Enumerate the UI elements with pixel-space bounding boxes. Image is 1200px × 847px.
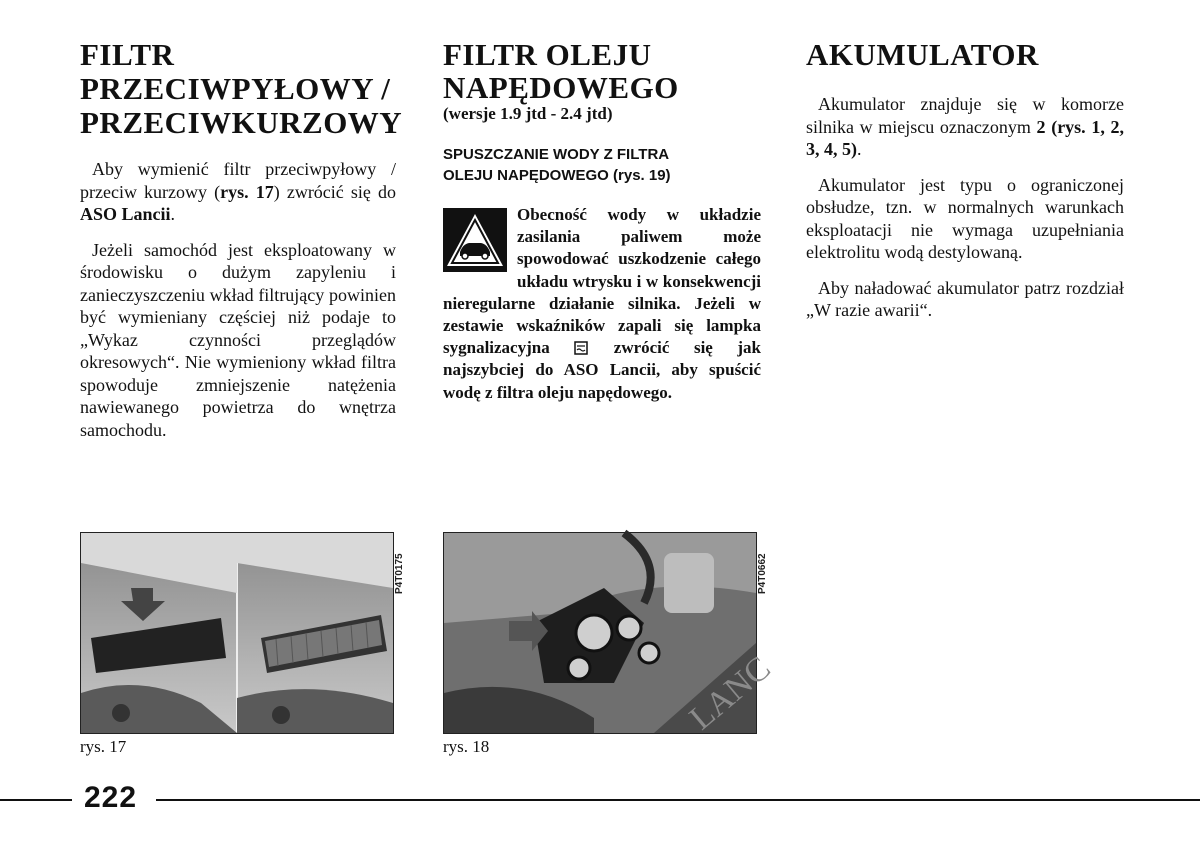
text: . [857, 139, 862, 159]
section-cabin-filter [80, 37, 403, 441]
fuel-water-lamp-icon [574, 341, 589, 355]
text: ) zwrócić się do [273, 181, 396, 202]
figure-code: P4T0662 [757, 553, 768, 594]
paragraph [806, 93, 1124, 161]
text: Akumulator znajduje się w komorze silnika w miejscu oznaczonym [806, 94, 1124, 137]
text: Obecność wody w układzie zasilania paliwem może spowodować uszkodzenie całego układu wtrysku i w konsekwencji nieregularne działanie silnika. Jeżeli w zestawie wskaźników zapali się lampka sygnalizacyjna [443, 205, 761, 358]
title-line: PRZECIWKURZOWY [80, 105, 403, 140]
footer-rule [156, 799, 1200, 801]
footer-rule [0, 799, 72, 801]
svg-text:LANC: LANC [682, 649, 778, 738]
paragraph: Akumulator jest typu o ograniczonej obsłudze, tzn. w normalnych warunkach eksploatacji nie wymaga uzupełniania elektrolitu wodą destylowaną. [806, 174, 1124, 262]
section-title [80, 37, 403, 140]
title-line: FILTR OLEJU [443, 37, 652, 72]
figure-cabin-filter-photo [80, 532, 394, 734]
figure-caption: rys. 18 [443, 737, 490, 756]
figure-reference: rys. 17 [220, 181, 274, 202]
figure-reference: 2 (rys. 1, 2, 3, 4, 5) [806, 116, 1124, 159]
title-line: FILTR [80, 37, 175, 72]
section-battery [806, 38, 1124, 322]
subheading-line: OLEJU NAPĘDOWEGO (rys. 19) [443, 167, 671, 184]
paragraph: Jeżeli samochód jest eksploatowany w środowisku o dużym zapyleniu i zanieczyszczeniu wkład filtrujący powinien być wymieniany częściej niż podaje to „Wykaz czynności przeglądów okresowych“. Nie wymieniony wkład filtra spowoduje zmniejszenie natężenia nawiewanego powietrza do wnętrza samochodu. [80, 239, 396, 440]
warning-text [443, 204, 761, 404]
text: Aby wymienić filtr przeciwpyłowy / przeciw kurzowy ( [80, 159, 396, 202]
title-line: NAPĘDOWEGO [443, 70, 679, 105]
page-number: 222 [84, 781, 138, 814]
paragraph: Aby naładować akumulator patrz rozdział „W razie awarii“. [806, 277, 1124, 320]
subheading [443, 144, 761, 186]
subheading-line: SPUSZCZANIE WODY Z FILTRA [443, 146, 670, 163]
section-title: AKUMULATOR [806, 37, 1039, 72]
section-diesel-filter [443, 38, 761, 404]
text: zwrócić się jak najszybciej do ASO Lancii, aby spuścić wodę z filtra oleju napędowego. [443, 338, 761, 402]
car-skid-warning-icon [443, 208, 507, 272]
paragraph [80, 158, 396, 226]
figure-code: P4T0175 [394, 553, 405, 594]
title-line: PRZECIWPYŁOWY / [80, 71, 391, 106]
engine-bay-photo [81, 533, 393, 733]
service-name: ASO Lancii [80, 204, 171, 224]
section-title [443, 38, 761, 104]
text: . [170, 204, 176, 224]
section-subtitle: (wersje 1.9 jtd - 2.4 jtd) [443, 104, 613, 123]
figure-caption: rys. 17 [80, 737, 127, 756]
